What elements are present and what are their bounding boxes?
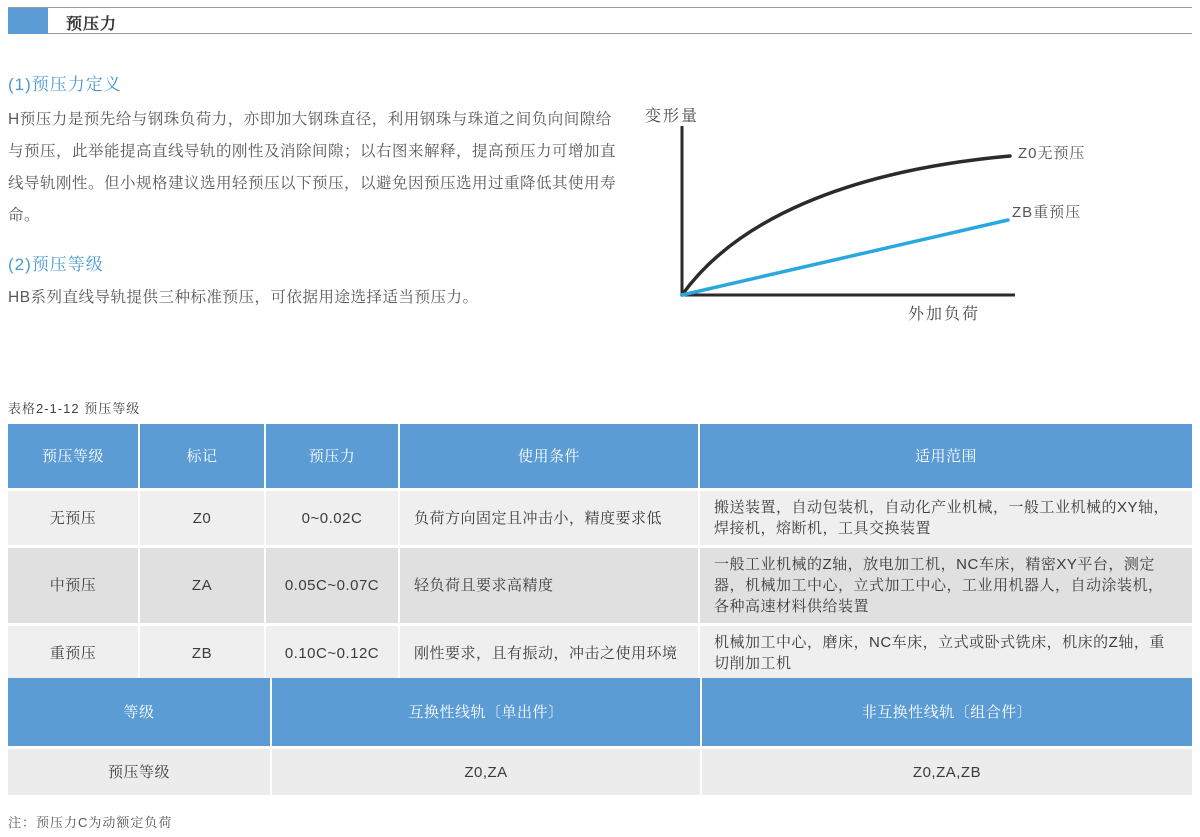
cell-grade: 预压等级 bbox=[8, 749, 270, 795]
table-row bbox=[8, 749, 1192, 795]
footnote: 注：预压力C为动额定负荷 bbox=[8, 815, 173, 830]
interchangeability-table bbox=[8, 678, 1192, 795]
chart-y-axis-label: 变形量 bbox=[645, 108, 700, 125]
table2-header-non-interchangeable: 非互换性线轨〔组合件〕 bbox=[702, 678, 1192, 746]
title-accent-square bbox=[8, 8, 48, 34]
series-zb-line bbox=[682, 220, 1008, 295]
table1-header-row bbox=[8, 424, 1192, 488]
cell-preload: 0~0.02C bbox=[266, 491, 398, 545]
cell-non-interchangeable-grades: Z0,ZA,ZB bbox=[702, 749, 1192, 795]
chart-axes bbox=[682, 126, 1015, 295]
series-z0-curve bbox=[682, 156, 1010, 295]
table-row bbox=[8, 548, 1192, 623]
table-row bbox=[8, 626, 1192, 680]
section-heading-grades: (2)预压等级 bbox=[8, 255, 104, 274]
cell-preload: 0.05C~0.07C bbox=[266, 548, 398, 623]
chart-plot-area bbox=[670, 123, 1020, 308]
table1-header-condition: 使用条件 bbox=[400, 424, 698, 488]
cell-application: 搬送装置，自动包装机，自动化产业机械，一般工业机械的XY轴，焊接机，熔断机，工具交换装置 bbox=[700, 491, 1192, 545]
table-row bbox=[8, 491, 1192, 545]
table2-header-interchangeable: 互换性线轨〔单出件〕 bbox=[272, 678, 700, 746]
cell-mark: Z0 bbox=[140, 491, 264, 545]
table2-header-row bbox=[8, 678, 1192, 746]
table1-header-mark: 标记 bbox=[140, 424, 264, 488]
cell-mark: ZB bbox=[140, 626, 264, 680]
table1-header-application: 适用范围 bbox=[700, 424, 1192, 488]
chart-x-axis-label: 外加负荷 bbox=[908, 306, 981, 323]
cell-condition: 轻负荷且要求高精度 bbox=[400, 548, 698, 623]
table1-header-preload: 预压力 bbox=[266, 424, 398, 488]
cell-grade: 重预压 bbox=[8, 626, 138, 680]
cell-application: 一般工业机械的Z轴，放电加工机，NC车床，精密XY平台，测定器，机械加工中心，立式加工中心，工业用机器人，自动涂装机，各种高速材料供给装置 bbox=[700, 548, 1192, 623]
definition-paragraph: H预压力是预先给与钢珠负荷力，亦即加大钢珠直径，利用钢珠与珠道之间负向间隙给与预压，此举能提高直线导轨的刚性及消除间隙；以右图来解释，提高预压力可增加直线导轨刚性。但小规格建议选用轻预压以下预压，以避免因预压选用过重降低其使用寿命。 bbox=[8, 111, 617, 224]
series-zb-label: ZB重预压 bbox=[1012, 204, 1082, 221]
cell-mark: ZA bbox=[140, 548, 264, 623]
cell-grade: 无预压 bbox=[8, 491, 138, 545]
grades-paragraph: HB系列直线导轨提供三种标准预压，可依据用途选择适当预压力。 bbox=[8, 289, 479, 306]
cell-application: 机械加工中心，磨床，NC车床，立式或卧式铣床，机床的Z轴，重切削加工机 bbox=[700, 626, 1192, 680]
preload-grade-table bbox=[8, 424, 1192, 680]
table1-caption: 表格2-1-12 预压等级 bbox=[8, 401, 141, 416]
cell-condition: 负荷方向固定且冲击小，精度要求低 bbox=[400, 491, 698, 545]
series-z0-label: Z0无预压 bbox=[1018, 145, 1086, 162]
preload-deformation-chart bbox=[640, 98, 1140, 333]
cell-condition: 刚性要求，且有振动，冲击之使用环境 bbox=[400, 626, 698, 680]
cell-grade: 中预压 bbox=[8, 548, 138, 623]
table1-header-grade: 预压等级 bbox=[8, 424, 138, 488]
table2-header-grade: 等级 bbox=[8, 678, 270, 746]
section-heading-definition: (1)预压力定义 bbox=[8, 75, 122, 94]
cell-interchangeable-grades: Z0,ZA bbox=[272, 749, 700, 795]
page-title-bar bbox=[8, 7, 1192, 34]
cell-preload: 0.10C~0.12C bbox=[266, 626, 398, 680]
page-title: 预压力 bbox=[66, 16, 118, 33]
